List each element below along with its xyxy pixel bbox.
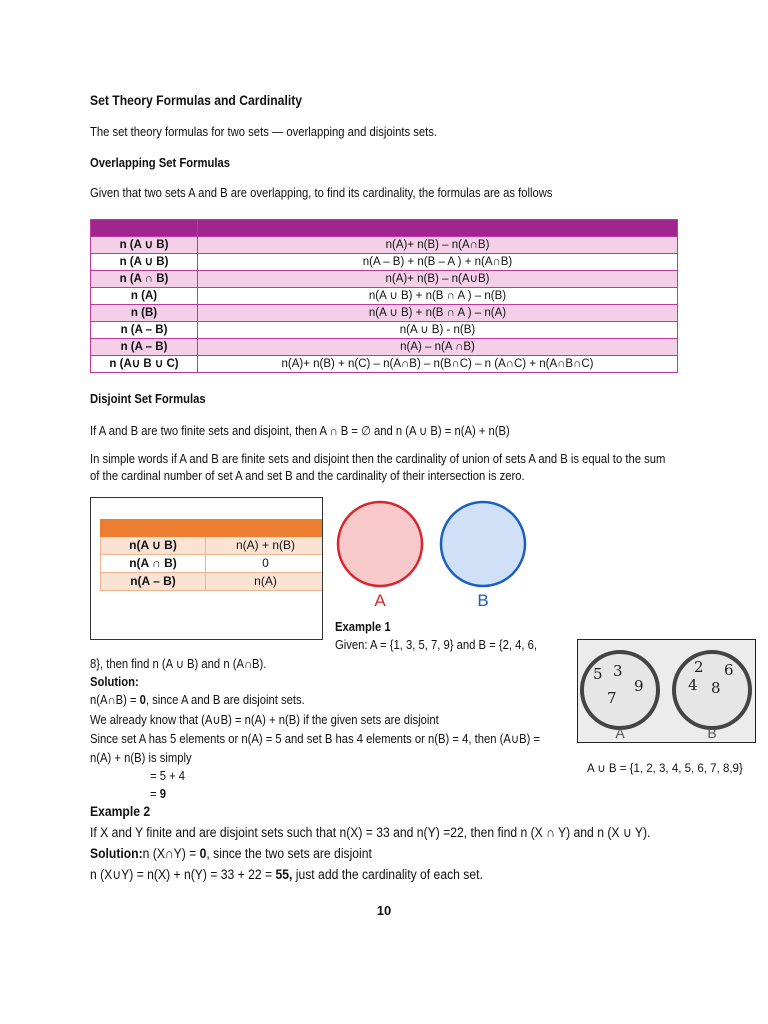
table-row bbox=[91, 254, 678, 271]
formula-value: n(A) + n(B) bbox=[206, 537, 324, 555]
example2-line: n (X∪Y) = n(X) + n(Y) = 33 + 22 = 55, just add the cardinality of each set. bbox=[90, 867, 483, 882]
example2-solution: Solution:n (X∩Y) = 0, since the two sets are disjoint bbox=[90, 846, 372, 861]
table-row bbox=[91, 305, 678, 322]
formula-value: n(A – B) + n(B – A ) + n(A∩B) bbox=[198, 254, 678, 271]
example1-line: n(A∩B) = 0, since A and B are disjoint sets. bbox=[90, 693, 305, 707]
table-row bbox=[101, 573, 324, 591]
formula-key: n (B) bbox=[91, 305, 198, 322]
photo-number: 9 bbox=[634, 677, 644, 695]
formula-key: n(A ∪ B) bbox=[101, 537, 206, 555]
photo-number: 6 bbox=[724, 661, 734, 679]
example1-line: n(A) + n(B) is simply bbox=[90, 751, 192, 765]
formula-key: n (A∪ B ∪ C) bbox=[91, 356, 198, 373]
formula-key: n(A ∩ B) bbox=[101, 555, 206, 573]
formula-value: n(A ∪ B) + n(B ∩ A ) – n(A) bbox=[198, 305, 678, 322]
formula-value: n(A)+ n(B) + n(C) – n(A∩B) – n(B∩C) – n (A∩C) + n(A∩B∩C) bbox=[198, 356, 678, 373]
formula-value: n(A)+ n(B) – n(A∪B) bbox=[198, 271, 678, 288]
example1-line: Since set A has 5 elements or n(A) = 5 and set B has 4 elements or n(B) = 4, then (A∪B) = bbox=[90, 732, 541, 746]
table-row bbox=[101, 555, 324, 573]
example1-heading: Example 1 bbox=[335, 620, 391, 634]
photo-label-b: B bbox=[707, 725, 717, 741]
disjoint-venn-diagram bbox=[333, 496, 533, 614]
formula-value: n(A ∪ B) - n(B) bbox=[198, 322, 678, 339]
example2-heading: Example 2 bbox=[90, 804, 151, 819]
photo-label-a: A bbox=[615, 725, 625, 741]
photo-number: 8 bbox=[711, 679, 721, 697]
set-b-label: B bbox=[477, 591, 489, 610]
page-title: Set Theory Formulas and Cardinality bbox=[90, 93, 303, 108]
overlapping-heading: Overlapping Set Formulas bbox=[90, 156, 231, 170]
example1-line: = 9 bbox=[150, 787, 166, 801]
formula-key: n (A) bbox=[91, 288, 198, 305]
formula-key: n (A – B) bbox=[91, 322, 198, 339]
example1-line: We already know that (A∪B) = n(A) + n(B) if the given sets are disjoint bbox=[90, 713, 439, 727]
disjoint-formula-table bbox=[100, 519, 323, 591]
table-header-row bbox=[91, 220, 678, 237]
set-b-circle bbox=[441, 502, 525, 586]
photo-caption: A ∪ B = {1, 2, 3, 4, 5, 6, 7, 8,9} bbox=[587, 763, 743, 775]
photo-number: 5 bbox=[593, 665, 603, 683]
disjoint-heading: Disjoint Set Formulas bbox=[90, 392, 206, 406]
photo-number: 3 bbox=[613, 662, 623, 680]
overlapping-formula-table bbox=[90, 219, 678, 373]
set-a-label: A bbox=[374, 591, 386, 610]
photo-number: 4 bbox=[688, 676, 698, 694]
formula-key: n (A ∩ B) bbox=[91, 271, 198, 288]
formula-value: n(A ∪ B) + n(B ∩ A ) – n(B) bbox=[198, 288, 678, 305]
set-a-circle bbox=[338, 502, 422, 586]
photo-number: 7 bbox=[607, 689, 617, 707]
handwritten-sets-photo bbox=[577, 639, 756, 743]
disjoint-paragraph-line: of the cardinal number of set A and set B and the cardinality of their intersection is zero. bbox=[90, 469, 525, 483]
table-row bbox=[91, 237, 678, 254]
formula-key: n (A ∪ B) bbox=[91, 237, 198, 254]
disjoint-paragraph-line: In simple words if A and B are finite sets and disjoint then the cardinality of union of sets A and B is equal to the sum bbox=[90, 452, 666, 466]
photo-number: 2 bbox=[694, 658, 704, 676]
disjoint-formula-line: If A and B are two finite sets and disjoint, then A ∩ B = ∅ and n (A ∪ B) = n(A) + n(B) bbox=[90, 424, 510, 438]
formula-key: n (A ∪ B) bbox=[91, 254, 198, 271]
formula-key: n(A – B) bbox=[101, 573, 206, 591]
formula-value: n(A) – n(A ∩B) bbox=[198, 339, 678, 356]
example1-given: Given: A = {1, 3, 5, 7, 9} and B = {2, 4, 6, bbox=[335, 638, 538, 652]
disjoint-table-box bbox=[90, 497, 323, 640]
table-row bbox=[91, 339, 678, 356]
example1-line: = 5 + 4 bbox=[150, 769, 186, 783]
table-row bbox=[91, 288, 678, 305]
example1-given-cont: 8}, then find n (A ∪ B) and n (A∩B). bbox=[90, 657, 267, 671]
formula-key: n (A – B) bbox=[91, 339, 198, 356]
table-row bbox=[101, 537, 324, 555]
intro-text: The set theory formulas for two sets — overlapping and disjoints sets. bbox=[90, 125, 438, 139]
table-row bbox=[91, 271, 678, 288]
table-row bbox=[91, 356, 678, 373]
formula-value: n(A) bbox=[206, 573, 324, 591]
example1-solution-label: Solution: bbox=[90, 675, 139, 689]
table-row bbox=[91, 322, 678, 339]
overlapping-intro: Given that two sets A and B are overlapping, to find its cardinality, the formulas are as follows bbox=[90, 186, 553, 200]
example2-line: If X and Y finite and are disjoint sets such that n(X) = 33 and n(Y) =22, then find n (X ∩ Y) and n (X ∪ Y). bbox=[90, 825, 651, 840]
table-header-row bbox=[101, 520, 324, 537]
formula-value: 0 bbox=[206, 555, 324, 573]
page-number: 10 bbox=[376, 903, 392, 918]
formula-value: n(A)+ n(B) – n(A∩B) bbox=[198, 237, 678, 254]
